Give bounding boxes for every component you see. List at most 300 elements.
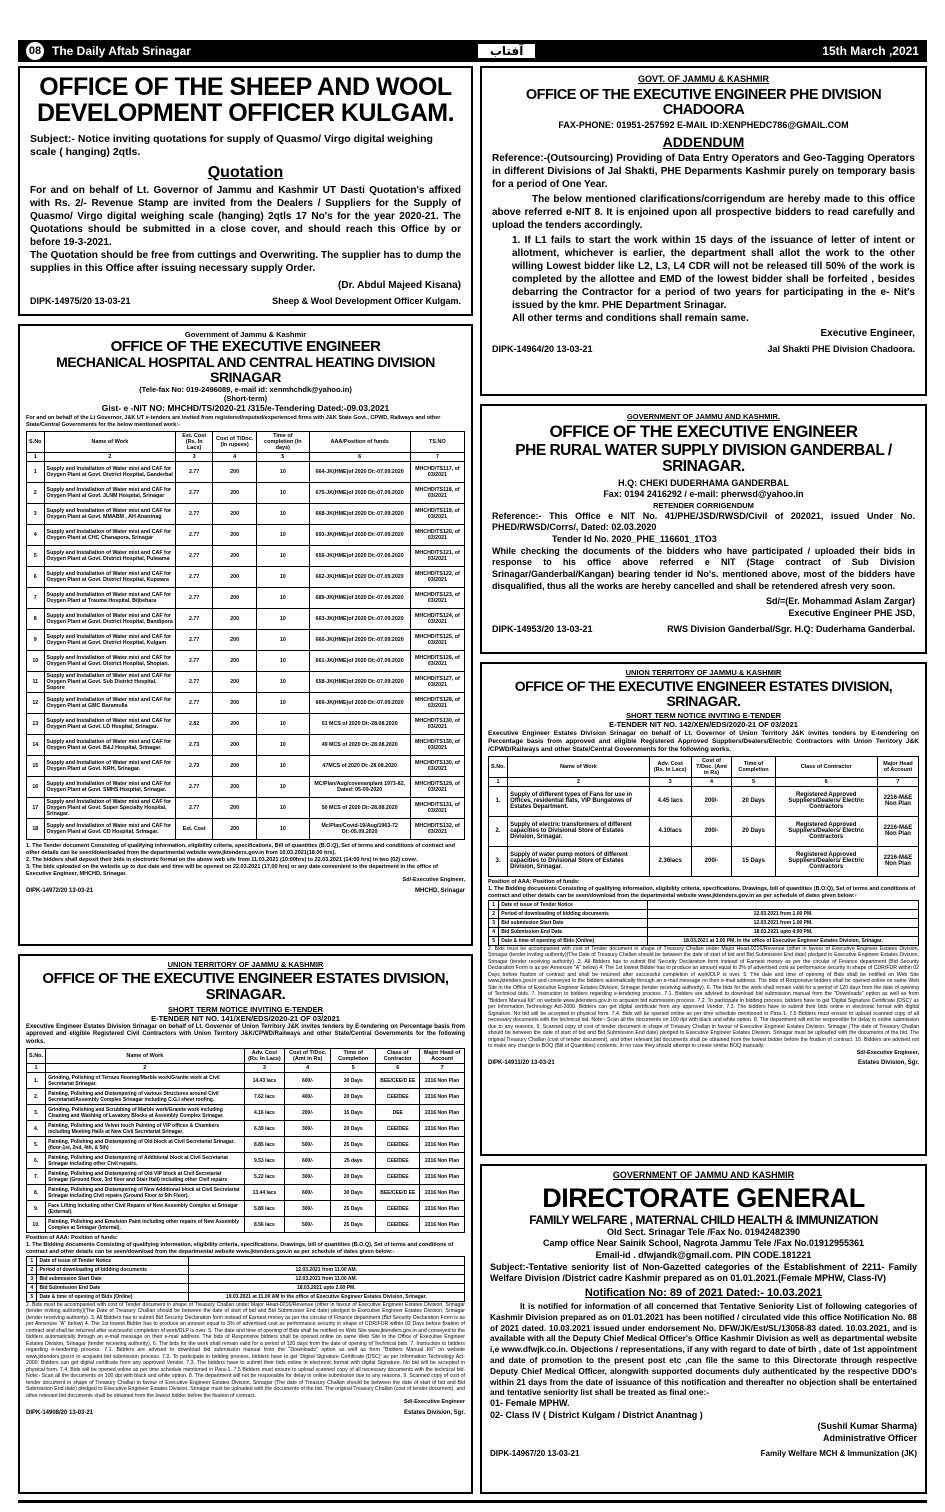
col-header-1: Name of Work: [44, 432, 176, 453]
notice-title: OFFICE OF THE EXECUTIVE ENGINEER ESTATES DIVISION, SRINAGAR.: [42, 970, 449, 1004]
col-number-1: 2: [46, 1064, 245, 1073]
table-row: [489, 816, 919, 846]
table-cell: Registered Approved Suppliers/Dealers/ Electric Contractors: [775, 846, 877, 876]
issue-date: 15th March ,2021: [822, 44, 919, 58]
list-item-2: 02- Class IV ( District Kulgam / District Anantnag ): [490, 1409, 703, 1420]
table-cell: 10: [257, 735, 310, 756]
reference: Reference:- This Office e NIT No. 41/PHE/JSD/RWSD/Civil of 202021, issued Under No. PHED/RWSD/Corrs/, Dated: 02.03.2020: [492, 510, 915, 533]
table-cell: 200: [213, 777, 257, 798]
col-header-4: Time of Completion: [331, 1049, 376, 1064]
table-cell: [188, 1256, 464, 1265]
table-cell: 7: [27, 588, 45, 609]
table-cell: 15: [27, 756, 45, 777]
intro: Executive Engineer Estates Division Srinagar on behalf of Lt. Governor of Union Territory J&K invites tenders by E-tendering on Percentage basis from approved and eligible Registered Approved Suppliers/Dealers/Electric Contractors with Union Territory J&K /CPWD/Railways and other State/Central Governments for the following works.: [488, 729, 919, 753]
table-cell: 17: [27, 798, 45, 819]
table-cell: 20 Days: [732, 786, 775, 816]
table-row: [27, 630, 465, 651]
table-cell: 2.36lacs: [649, 846, 691, 876]
table-row: [27, 1089, 465, 1105]
table-cell: Painting, Polishing and Distempering of New Additional block at Civil Secretariat Srinagar including Civil repairs (Ground Floor to 6th Floor).: [46, 1185, 245, 1201]
table-cell: 25 Days: [331, 1137, 376, 1153]
table-cell: Painting, Polishing and Distempering of various Structures around Civil Secretariat/Assembly Complex Srinagar including C.G.I sheet roofing.: [46, 1089, 245, 1105]
notice-heading: ADDENDUM: [662, 133, 745, 150]
table-cell: Est. Cost: [176, 819, 213, 840]
designation: MHCHD, Srinagar: [414, 888, 465, 895]
table-cell: 47MCS of 2020 Dt:-28.08.2020: [309, 756, 410, 777]
table-cell: Painting, Polishing and Distempering of Old block at Civil Secretariat Srinagar. (floor-1st, 2nd, 4th, & 5th): [46, 1137, 245, 1153]
table-cell: Supply and Installation of Water mist and CAF for Oxygen Plant at Govt. SMHS Hospital, Srinagar.: [44, 777, 176, 798]
table-cell: Supply and Installation of Water mist and CAF for Oxygen Plant at Govt. LD Hospital, Srinagar.: [44, 714, 176, 735]
col-header-3: Cost of T/Doc. (Amt in Rs): [285, 1049, 331, 1064]
table-cell: Mc/Plan/Covid-19/Aug/1963-72 Dt:-05.09.2020: [309, 819, 410, 840]
table-cell: 660-JK(HME)of 2020 Dt:-07.09.2020: [309, 630, 410, 651]
table-cell: 1: [27, 1256, 37, 1265]
table-cell: 30 Days: [331, 1185, 376, 1201]
table-cell: 20 Days: [331, 1089, 376, 1105]
page-number: 08: [26, 42, 44, 60]
col-number-3: 4: [285, 1064, 331, 1073]
table-cell: 10: [257, 588, 310, 609]
table-cell: MHCHD/TS131, of 03/2021: [410, 798, 464, 819]
table-cell: 200/-: [285, 1105, 331, 1121]
govt-line: UNION TERRITORY OF JAMMU & KASHMIR: [167, 960, 324, 969]
table-cell: 200: [213, 462, 257, 483]
table-cell: 2216 Non Plan: [420, 1169, 465, 1185]
table-row: [27, 819, 465, 840]
table-cell: 6.: [27, 1153, 46, 1169]
table-cell: 2.: [489, 816, 508, 846]
table-cell: 2216 Non Plan: [420, 1153, 465, 1169]
table-cell: Date & time of opening of Bids (Online): [37, 1292, 188, 1301]
col-header-2: Adv. Cost (Rs. In Lacs): [649, 756, 691, 777]
col-header-4: Time of Completion: [732, 756, 775, 777]
table-cell: MHCHD/TS124, of 03/2021: [410, 609, 464, 630]
table-row: [27, 1137, 465, 1153]
table-cell: 600/-: [285, 1185, 331, 1201]
col-header-6: Major Head of Account: [420, 1049, 465, 1064]
table-cell: 500/-: [285, 1137, 331, 1153]
table-cell: 2.77: [176, 546, 213, 567]
table-cell: Supply and Installation of Water mist and CAF for Oxygen Plant at Govt. District Hospital, Bandipora: [44, 609, 176, 630]
table-cell: 1.: [27, 1073, 46, 1089]
table-cell: 10: [257, 504, 310, 525]
table-cell: 2216 Non Plan: [420, 1185, 465, 1201]
table-row: [27, 588, 465, 609]
estates-division-notice-141: [18, 954, 473, 1494]
table-cell: Supply and Installation of Water mist and CAF for Oxygen Plant at CHC Chanapora, Srinagar: [44, 525, 176, 546]
col-header-5: Class of Contractor: [376, 1049, 420, 1064]
bottom-rule: [18, 1500, 927, 1503]
table-cell: 8.56 lacs: [244, 1217, 285, 1233]
table-cell: Registered Approved Suppliers/Dealers/ Electric Contractors: [775, 816, 877, 846]
col-number-2: 3: [244, 1064, 285, 1073]
table-cell: 8.85 lacs: [244, 1137, 285, 1153]
col-number-1: 2: [44, 453, 176, 462]
table-cell: 2216-M&E Non Plan: [877, 846, 918, 876]
table-cell: MHCHD/TS119, of 03/2021: [410, 504, 464, 525]
table-cell: 200: [213, 672, 257, 693]
table-cell: CEE/DEE: [376, 1121, 420, 1137]
intro: For and on behalf of the Lt Governor, J&K UT e-tenders are invited from registered/reputed/experienced firms with J&K State Govt., CPWD, Railways and other State/Central Governments for the below mentioned work:-: [26, 415, 441, 429]
table-cell: 15 Days: [732, 846, 775, 876]
table-cell: 7.62 lacs: [244, 1089, 285, 1105]
table-cell: Bid submission Start Date: [499, 918, 648, 927]
notice-subheading: SHORT TERM NOTICE INVITING E-TENDER: [167, 1004, 323, 1014]
table-cell: 200/-: [691, 846, 732, 876]
table-cell: [648, 900, 919, 909]
table-cell: 18.03.2021 upto 2.00 PM.: [188, 1283, 464, 1292]
newspaper-name: The Daily Aftab Srinagar: [52, 44, 191, 58]
table-cell: 300/-: [285, 1201, 331, 1217]
dipk-number: DIPK-14972/20 13-03-21: [26, 888, 94, 895]
table-cell: 2216 Non Plan: [420, 1217, 465, 1233]
contact-line: FAX-PHONE: 01951-257592 E-MAIL ID:XENPHEDC786@GMAIL.COM: [558, 120, 849, 131]
col-header-2: Est. Cost (Rs. In Lacs): [176, 432, 213, 453]
designation: Jal Shakti PHE Division Chadoora.: [767, 343, 915, 354]
table-cell: 50 MCS of 2020 Dt:-28.08.2020: [309, 798, 410, 819]
table-cell: 10: [257, 777, 310, 798]
table-cell: Supply and Installation of Water mist and CAF for Oxygen Plant at Govt. JLNM Hospital, Srinagar: [44, 483, 176, 504]
address-1: Old Sect. Srinagar Tele /Fax No. 01942482390: [607, 1226, 800, 1237]
table-cell: 200: [213, 546, 257, 567]
table-cell: 200: [213, 798, 257, 819]
position-line: Position of AAA: Position of funds:: [488, 878, 580, 885]
table-cell: 200: [213, 525, 257, 546]
list-item-1: 01- Female MPHW.: [490, 1398, 570, 1409]
col-header-3: Cost of T/Doc. (In rupees): [213, 432, 257, 453]
table-cell: 7.: [27, 1169, 46, 1185]
table-cell: 200: [213, 630, 257, 651]
table-cell: 200: [213, 504, 257, 525]
estates-division-notice-142: [480, 662, 927, 1156]
table-cell: 661-JK(HME)of 2020 Dt:-07.09.2020: [309, 651, 410, 672]
dates-table: [488, 900, 919, 946]
works-table: [488, 756, 919, 877]
table-cell: 6.39 lacs: [244, 1121, 285, 1137]
col-header-0: S.No.: [27, 1049, 46, 1064]
table-cell: 2.77: [176, 672, 213, 693]
table-cell: 689-JK(HME)of 2020 Dt:-07.09.2020: [309, 588, 410, 609]
table-cell: 669-JK(HME)of 2020 Dt:-07.09.2020: [309, 693, 410, 714]
table-cell: 10: [257, 546, 310, 567]
table-cell: 300/-: [285, 1121, 331, 1137]
table-cell: Supply of water pump motors of different capacities to Divisional Store of Estates Division, Srinagar.: [508, 846, 650, 876]
table-cell: Face Lifting including other Civil Repairs of New Assembly Complex at Srinagar (External).: [46, 1201, 245, 1217]
table-cell: 200: [213, 609, 257, 630]
table-cell: DEE: [376, 1105, 420, 1121]
signatory: Sd/-Executive Engineer,: [856, 1049, 919, 1056]
table-cell: 9.: [27, 1201, 46, 1217]
table-cell: 6: [27, 567, 45, 588]
notification-number: Notification No: 89 of 2021 Dated:- 10.03.2021: [584, 1287, 823, 1300]
col-header-6: Major Head of Account: [877, 756, 918, 777]
contact-line: (Tele-fax No: 019-2496089, e-mail id: xenmhchdk@yahoo.in): [139, 384, 352, 394]
table-cell: 2.77: [176, 798, 213, 819]
table-cell: 12.03.2021 from 11.00 AM.: [188, 1265, 464, 1274]
table-row: [489, 909, 919, 918]
table-cell: 10: [257, 714, 310, 735]
table-cell: 18: [27, 819, 45, 840]
table-cell: 3.: [489, 846, 508, 876]
table-cell: 5.: [27, 1137, 46, 1153]
table-cell: Period of downloading of bidding documents: [37, 1265, 188, 1274]
table-cell: 13.44 lacs: [244, 1185, 285, 1201]
table-cell: 500/-: [285, 1217, 331, 1233]
table-cell: Supply and Installation of Water mist and CAF for Oxygen Plant at Govt. District Hospital, Kupwara: [44, 567, 176, 588]
table-row: [27, 735, 465, 756]
table-cell: 10: [257, 651, 310, 672]
table-cell: 5: [27, 1292, 37, 1301]
table-row: [489, 927, 919, 936]
table-row: [27, 1105, 465, 1121]
contact-line: Fax: 0194 2416292 / e-mail: pherwsd@yahoo.in: [603, 489, 804, 500]
signatory: Sd/=(Er. Mohammad Aslam Zargar): [766, 596, 915, 607]
designation: RWS Division Ganderbal/Sgr. H.Q: Duderhama Ganderbal.: [667, 623, 915, 634]
table-cell: 200/-: [691, 786, 732, 816]
col-number-3: 4: [691, 777, 732, 786]
table-row: [27, 1153, 465, 1169]
table-cell: 1: [27, 462, 45, 483]
table-cell: 675-JK(HME)of 2020 Dt:-07.09.2020: [309, 483, 410, 504]
notice-title: OFFICE OF THE EXECUTIVE ENGINEER PHE DIVISION CHADOORA: [525, 86, 882, 118]
table-cell: 5.89 lacs: [244, 1201, 285, 1217]
table-row: [489, 846, 919, 876]
col-header-3: Cost of T/Doc. (Amt in Rs): [691, 756, 732, 777]
notice-title-line2: PHE RURAL WATER SUPPLY DIVISION GANDERBAL / SRINAGAR.: [515, 442, 892, 476]
term-line: (Short-term): [223, 393, 268, 403]
table-cell: 2.73: [176, 735, 213, 756]
table-row: [27, 462, 465, 483]
table-row: [27, 714, 465, 735]
table-cell: 18.03.2021 upto 4.00 PM.: [648, 927, 919, 936]
mechanical-division-notice: [18, 324, 473, 946]
table-row: [27, 504, 465, 525]
dipk-number: DIPK-14975/20 13-03-21: [30, 295, 131, 306]
col-number-6: 7: [877, 777, 918, 786]
table-cell: MHCHD/TS129, of 03/2021: [410, 777, 464, 798]
table-cell: 200: [213, 735, 257, 756]
table-row: [27, 609, 465, 630]
designation: Family Welfare MCH & Immunization (JK): [760, 1448, 917, 1458]
table-cell: 2.77: [176, 777, 213, 798]
table-cell: Painting, Polishing and Velvet touch Painting of VIP offices & Chambers including Meeting Halls at New Civil Secretariat Srinagar.: [46, 1121, 245, 1137]
table-cell: 14.43 lacs: [244, 1073, 285, 1089]
table-cell: 1.: [489, 786, 508, 816]
table-cell: MHCHD/TS132, of 03/2021: [410, 819, 464, 840]
table-row: [27, 525, 465, 546]
col-header-5: Class of Contractor: [775, 756, 877, 777]
col-header-5: AAA/Position of funds: [309, 432, 410, 453]
govt-line: GOVT. OF JAMMU & KASHMIR: [637, 74, 769, 84]
dipk-number: DIPK-14911/20 13-03-21: [488, 1060, 555, 1067]
table-cell: 664-JK(HME)of 2020 Dt:-07.09.2020: [309, 462, 410, 483]
table-cell: Registered Approved Suppliers/Dealers/ Electric Contractors: [775, 786, 877, 816]
table-cell: Supply and Installation of Water mist and CAF for Oxygen Plant at Govt. KRH, Srinagar.: [44, 756, 176, 777]
table-cell: 2.82: [176, 714, 213, 735]
table-cell: 10: [257, 672, 310, 693]
table-cell: 4: [27, 1283, 37, 1292]
table-cell: Supply and Installation of Water mist and CAF for Oxygen Plant at Govt. District Hospital, Shopian.: [44, 651, 176, 672]
table-cell: 5.22 lacs: [244, 1169, 285, 1185]
sheep-wool-notice: [18, 66, 473, 316]
dipk-number: DIPK-14953/20 13-03-21: [492, 623, 593, 634]
table-row: [27, 1121, 465, 1137]
table-cell: 12.03.2021 from 1.00 PM.: [648, 918, 919, 927]
table-cell: Supply and Installation of Water mist and CAF for Oxygen Plant at Govt. District Hospital, Pulwama: [44, 546, 176, 567]
govt-line: GOVERNMENT OF JAMMU AND KASHMIR: [612, 1170, 795, 1180]
table-cell: CEE/DEE: [376, 1217, 420, 1233]
notice-title-line1: OFFICE OF THE EXECUTIVE ENGINEER: [549, 422, 858, 442]
table-cell: 2.77: [176, 609, 213, 630]
table-cell: 10: [257, 462, 310, 483]
table-cell: 600/-: [285, 1153, 331, 1169]
table-cell: Painting, Polishing and Distempering of Old VIP block at Civil Secretariat Srinagar (Ground floor, 3rd floor and Stair Hall) including other Civil repairs: [46, 1169, 245, 1185]
table-row: [489, 900, 919, 909]
table-cell: 25 days: [331, 1153, 376, 1169]
col-header-6: TS.NO: [410, 432, 464, 453]
table-cell: 20 Days: [732, 816, 775, 846]
col-number-2: 3: [176, 453, 213, 462]
table-cell: 2.77: [176, 483, 213, 504]
table-cell: 10.: [27, 1217, 46, 1233]
table-row: [27, 1292, 465, 1301]
table-cell: 662-JK(HME)of 2020 Dt:-07.09.2020: [309, 567, 410, 588]
signatory: (Dr. Abdul Majeed Kisana): [338, 279, 461, 291]
para-1: The below mentioned clarifications/corrigendum are hereby made to this office above referred e-NIT 8. It is enjoined upon all prospective bidders to read carefully and upload the tenders accordingly.: [492, 193, 915, 231]
table-row: [27, 546, 465, 567]
table-cell: 693-JK(HME)of 2020 Dt:-07.09.2020: [309, 525, 410, 546]
notice-title-line1: OFFICE OF THE EXECUTIVE ENGINEER: [110, 338, 381, 356]
table-row: [27, 1283, 465, 1292]
table-row: [27, 567, 465, 588]
table-cell: Grinding, Polishing of Terrazo flooring/Marble work/Granite work at Civil Secretariat Srinagar.: [46, 1073, 245, 1089]
col-number-6: 7: [420, 1064, 465, 1073]
table-cell: CEE/DEE: [376, 1169, 420, 1185]
table-row: [27, 1256, 465, 1265]
newspaper-logo: آفتاب: [478, 44, 535, 58]
tender-id: Tender Id No. 2020_PHE_116601_1TO3: [552, 533, 717, 544]
table-cell: Supply and Installation of Water mist and CAF for Oxygen Plant at Govt. District Hospital, Ganderbal: [44, 462, 176, 483]
table-cell: 668-JK(HME)of 2020 Dt:-07.09.2020: [309, 504, 410, 525]
table-cell: CEE/DEE: [376, 1201, 420, 1217]
govt-line: Government of Jammu & Kashmir: [184, 330, 307, 339]
note-2: 2. The bidders shall deposit their bids in electronic format on the above web site from 11.03.2021 (10:00hrs) to 22.03.2021 (14:00 hrs) in two (02) cover.: [26, 856, 418, 863]
table-row: [27, 1185, 465, 1201]
table-cell: 5: [27, 546, 45, 567]
table-cell: 9.53 lacs: [244, 1153, 285, 1169]
table-cell: 2216 Non Plan: [420, 1105, 465, 1121]
table-cell: Supply and Installation of Water mist and CAF for Oxygen Plant at Govt. MMABM , AH Anantnag: [44, 504, 176, 525]
works-table: [26, 431, 465, 840]
table-cell: Painting, Polishing and Distempering of Additional block at Civil Secretariat Srinagar including other Civil repairs.: [46, 1153, 245, 1169]
table-row: [27, 672, 465, 693]
table-cell: 25 Days: [331, 1217, 376, 1233]
table-row: [27, 1217, 465, 1233]
col-number-0: 1: [27, 453, 45, 462]
terms: 2. Bids must be accompanied with cost of Tender document in shape of Treasury Challan under Major Head-0216/Revenue (other in favour of Executive Engineer Estates Division, Srinagar (tender inviting authority)(The Date of Treasury Challan should be between the date of start of bid and Bid Submission End date) pledged to Executive Engineer Estates Division, Srinagar (tender receiving authority). 3. All Bidders has to submit Bid Security Declaration form instead of Earnest money as per the circular of Finance department (Bid Security Declaration Form is as per Annexure "A" below) 4. The 1st lowest Bidder has to produce an amount equal to 3% of advertised cost as performance security in shape of CDR/FDR within 02 Days before fixation of contract and shall be returned after successful completion of work/DLP is over. 5. The date and time of opening of Bids shall be notified on Web Site www.jktenders.gov.in and conveyed to the bidders automatically through an e-mail message on their e-mail address. The bids of Responsive bidders shall be opened online on same Web Site in the Office of Executive Engineer Estates Division, Srinagar (tender receiving authority). 6. The bids for the work shall remain valid for a period of 120 days from the date of opening of Technical bids. 7. Instruction to bidders regarding e-tendering process. 7.1. Bidders are advised to download bid submission manual from the "Downloads" option as well as from "Bidders Manual Kit" on website www.jktenders.gov.in to acquaint bid submission process. 7.2. To participate in bidding process, bidders have to get 'Digital Signature Certificate (DSC)' as per Information Technology Act-2000. Bidders can get digital certificate from any approved Vendor. 7.3. The bidders have to submit their bids online in electronic format with digital Signature. No bid will be accepted in physical form. 7.4. Bids will be opened online as per time schedule mentioned in Para-1. 7.5 Bidders must ensure to upload scanned copy of all necessary documents with the technical bid. Note:- Scan all the documents on 100 dpi with black and white option. 8. The department will not be responsible for delay in online submission due to any reasons. 9. Scanned copy of cost of tender document in shape of Treasury Challan in favour of Executive Engineer Estates Division, Srinagar (The date of Treasury Challan should be between the date of start of bid and Bid Submission End date) pledged to Executive Engineer Estates Division, Srinagar must be uploaded with the documents of the bid. The original Treasury Challan (cost of tender document), and other relevant bid documents shall be obtained from the lowest bidder before the fixation of contract.: [26, 1301, 465, 1399]
table-cell: Bid submission Start Date: [37, 1274, 188, 1283]
designation: Sheep & Wool Development Officer Kulgam.: [272, 295, 461, 306]
table-cell: 663-JK(HME)of 2020 Dt:-07.09.2020: [309, 609, 410, 630]
table-cell: 11: [27, 672, 45, 693]
table-cell: 15 Days: [331, 1105, 376, 1121]
table-cell: 51 MCS of 2020 Dt:-28.08.2020: [309, 714, 410, 735]
table-cell: 2.77: [176, 504, 213, 525]
table-cell: 400/-: [285, 1089, 331, 1105]
table-cell: Grinding, Polishing and Scrubbing of Marble work/Granite work including Cleaning and Washing of Lavatory Blocks at Assembly Complex Srinagar.: [46, 1105, 245, 1121]
table-cell: 200/-: [691, 816, 732, 846]
table-cell: 2216 Non Plan: [420, 1089, 465, 1105]
notice-body: It is notified for information of all concerned that Tentative Seniority List of following categories of Kashmir Division prepared as on 01.01.2021 has been notified / circulated vide this office Notification No. 88 of 2021 dated. 10.03.2021 issued under endorsement No. DFW/JK/Est/SL/13058-83 dated. 10.03.2021, and is available with all the Deputy Chief Medical Officer's Office Kashmir Division as well as departmental website i,e www.dfwjk.co.in. Objections / representations, if any with regard to date of birth , date of 1st appointment and date of promotion to the present post etc ,can file the same to this Directorate through respective Deputy Chief Medical Officer, alongwith supported documents duly authenticated by the respective DDO's within 21 days from the date of issuance of this notification and thereafter no objection shall be entertained and tentative seniority list shall be treated as final one:-: [490, 1301, 917, 1398]
signatory-title: Administrative Officer: [822, 1433, 917, 1444]
table-row: [27, 1265, 465, 1274]
table-cell: 2.73: [176, 756, 213, 777]
table-cell: Painting, Polishing and Emulsion Paint including other repairs of New Assembly Complex at Srinagar (Internal).: [46, 1217, 245, 1233]
dipk-number: DIPK-14908/20 13-03-21: [26, 1410, 94, 1417]
signatory-title: Executive Engineer PHE JSD,: [788, 608, 915, 618]
col-number-0: 1: [489, 777, 508, 786]
col-number-3: 4: [213, 453, 257, 462]
col-number-4: 5: [732, 777, 775, 786]
table-cell: Supply and Installation of Water mist and CAF for Oxygen Plant at GMC Baramulla: [44, 693, 176, 714]
table-cell: BEE/CEE/D EE: [376, 1185, 420, 1201]
col-header-0: S.No: [27, 432, 45, 453]
table-cell: 200: [213, 588, 257, 609]
table-cell: Supply and Installation of Water mist and CAF for Oxygen Plant at Govt. Super Specialty Hospital, Srinagar.: [44, 798, 176, 819]
table-cell: MHCHD/TS128, of 03/2021: [410, 693, 464, 714]
table-cell: MHCHD/TS121, of 03/2021: [410, 546, 464, 567]
intro: Executive Engineer Estates Division Srinagar on behalf of Lt. Governor of Union Territory J&K invites tenders by E-tendering on Percentage basis from approved and eligible Registered Civil Contractors with Union Territory J&K/CPWD/Railways and other State/Central Governments for the following works.: [26, 1023, 465, 1045]
table-cell: 2: [489, 909, 499, 918]
hq-line: H.Q: CHEKI DUDERHAMA GANDERBAL: [618, 477, 789, 488]
table-cell: Bid Submission End Date: [37, 1283, 188, 1292]
table-cell: 2.77: [176, 588, 213, 609]
col-number-1: 2: [508, 777, 650, 786]
table-row: [27, 798, 465, 819]
table-cell: 9: [27, 630, 45, 651]
table-cell: 10: [257, 630, 310, 651]
nit-number: E-TENDER NIT NO. 142/XEN/EDS/2020-21 OF 03/2021: [609, 720, 798, 730]
subject: Subject:-Tentative seniority list of Non-Gazetted categories of the Establishment of 2211- Family Welfare Division /District cadre Kashmir prepared as on 01.01.2021.(Female MPHW, Class-IV): [490, 1261, 917, 1284]
notice-subtitle: FAMILY WELFARE , MATERNAL CHILD HEALTH & IMMUNIZATION: [529, 1213, 878, 1228]
note-1: 1. The Tender document Consisting of qualifying information, eligibility criteria, specifications, Bill of quantities (B.O.Q), Set of terms and conditions of contract and other details can be seen/downloaded from the departmental website www.jktenders.gov.in from 10.03.2021(18.00 hrs).: [26, 843, 455, 856]
notice-body-2: The Quotation should be free from cuttings and Overwriting. The supplier has to dump the supplies in this Office after issuing necessary supply Order.: [30, 249, 461, 274]
signatory: (Sushil Kumar Sharma): [817, 1421, 917, 1432]
col-header-4: Time of completion (In days): [257, 432, 310, 453]
table-cell: 200: [213, 819, 257, 840]
table-cell: 8.: [27, 1185, 46, 1201]
table-cell: 16: [27, 777, 45, 798]
col-number-0: 1: [27, 1064, 46, 1073]
designation: Estates Division, Sgr.: [403, 1410, 465, 1417]
table-cell: Supply of electric transformers of different capacities to Divisional Store of Estates Division, Srinagar.: [508, 816, 650, 846]
table-cell: MHCHD/TS127, of 03/2021: [410, 672, 464, 693]
col-header-2: Adv. Cost (Rs. In Lacs): [244, 1049, 285, 1064]
table-cell: 2216 Non Plan: [420, 1073, 465, 1089]
table-cell: 4.45 lacs: [649, 786, 691, 816]
notice-body: While checking the documents of the bidders who have participated / uploaded their bids in response to his office above referred e NIT (Stage contract of Sub Division Srinagar/Ganderbal/Kangan) bearing tender id No's. mentioned above, most of the bidders have disqualified, thus all the works are hereby cancelled and shall be retendered afresh very soon.: [492, 545, 915, 591]
table-cell: CEE/DEE: [376, 1089, 420, 1105]
table-cell: MHCHD/TS130, of 03/2021: [410, 714, 464, 735]
table-cell: 12: [27, 693, 45, 714]
table-cell: 20 Days: [331, 1121, 376, 1137]
table-cell: 3.: [27, 1105, 46, 1121]
table-cell: 200: [213, 483, 257, 504]
note-3: 3. The bids uploaded on the website up to due date and time will be opened on 22.03.2021 (17.00 hrs) or any date convenient to the department in the office of Executive Engineer, MHCHD, Srinagar.: [26, 863, 438, 877]
dipk-number: DIPK-14967/20 13-03-21: [490, 1448, 580, 1458]
table-row: [27, 756, 465, 777]
table-cell: MHCHD/TS125, of 03/2021: [410, 630, 464, 651]
